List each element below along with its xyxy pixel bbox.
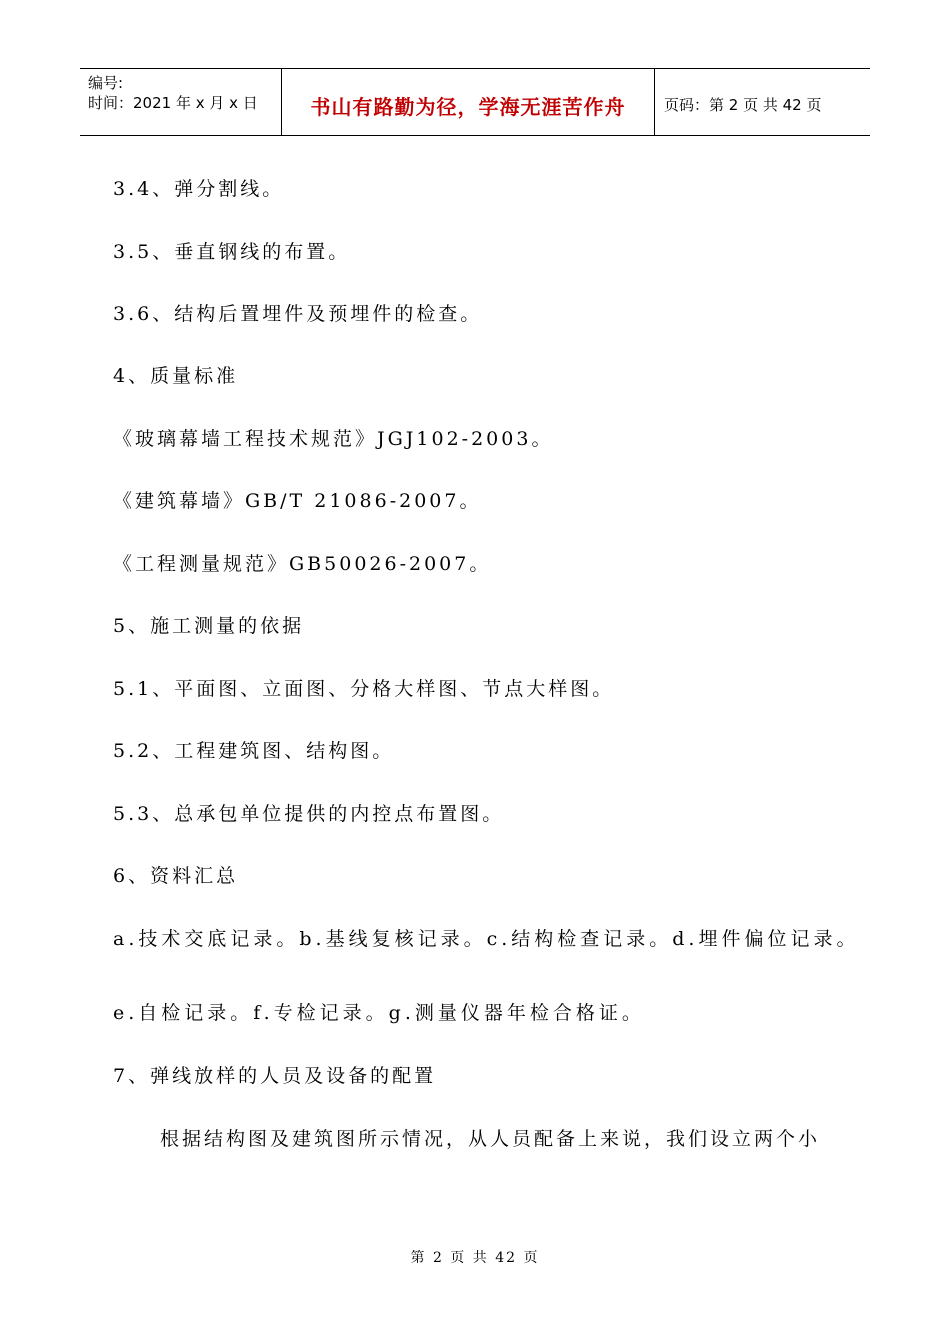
body-line-3-5: 3.5、垂直钢线的布置。 <box>113 241 351 263</box>
body-line-records-1: a.技术交底记录。b.基线复核记录。c.结构检查记录。d.埋件偏位记录。 <box>113 928 860 950</box>
body-line-3-4: 3.4、弹分割线。 <box>113 178 285 200</box>
body-line-3-6: 3.6、结构后置埋件及预埋件的检查。 <box>113 303 483 325</box>
header-motto: 书山有路勤为径，学海无涯苦作舟 <box>310 95 626 119</box>
body-paragraph-start: 根据结构图及建筑图所示情况，从人员配备上来说，我们设立两个小 <box>160 1128 821 1150</box>
header-page-label: 页码：第 2 页 共 42 页 <box>664 96 822 114</box>
section-heading-7: 7、弹线放样的人员及设备的配置 <box>113 1065 437 1087</box>
header-meta <box>88 73 258 113</box>
section-heading-4: 4、质量标准 <box>113 365 239 387</box>
section-heading-5: 5、施工测量的依据 <box>113 615 305 637</box>
body-line-standard-3: 《工程测量规范》GB50026-2007。 <box>113 553 492 575</box>
header-divider <box>654 69 655 135</box>
body-line-records-2: e.自检记录。f.专检记录。g.测量仪器年检合格证。 <box>113 1002 645 1024</box>
section-heading-6: 6、资料汇总 <box>113 865 239 887</box>
page-footer: 第 2 页 共 42 页 <box>410 1250 540 1266</box>
document-date-label: 时间：2021 年 x 月 x 日 <box>88 94 258 112</box>
page-header <box>80 68 870 136</box>
body-line-5-2: 5.2、工程建筑图、结构图。 <box>113 740 395 762</box>
body-line-standard-1: 《玻璃幕墙工程技术规范》JGJ102-2003。 <box>113 428 554 450</box>
document-number-label: 编号: <box>88 74 124 92</box>
body-line-5-1: 5.1、平面图、立面图、分格大样图、节点大样图。 <box>113 678 615 700</box>
body-line-5-3: 5.3、总承包单位提供的内控点布置图。 <box>113 803 505 825</box>
body-line-standard-2: 《建筑幕墙》GB/T 21086-2007。 <box>113 490 482 512</box>
